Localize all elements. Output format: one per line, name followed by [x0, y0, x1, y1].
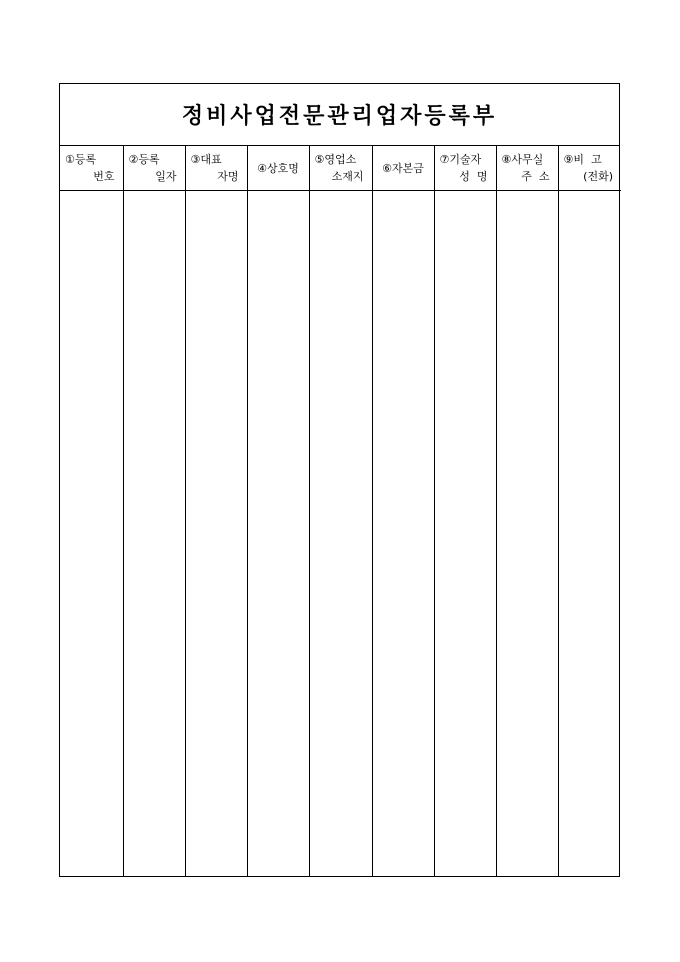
col-header-line1: ①등록	[65, 153, 97, 166]
col-header-line2: 일자	[155, 170, 177, 183]
col-header-office-location	[309, 146, 372, 191]
col-header-representative	[185, 146, 247, 191]
entry-cell[interactable]	[309, 191, 372, 877]
col-header-line2: 주 소	[521, 170, 550, 183]
col-header-line1: ⑧사무실	[501, 153, 544, 166]
col-header-capital	[372, 146, 434, 191]
col-header-line2: 소재지	[331, 170, 364, 183]
col-header-technician-name	[434, 146, 496, 191]
col-header-line1: ⑤영업소	[314, 153, 357, 166]
entry-cell[interactable]	[496, 191, 558, 877]
col-header-line1: ③대표	[190, 153, 222, 166]
col-header-office-address	[496, 146, 558, 191]
col-header-line2: 성 명	[459, 170, 488, 183]
entry-cell[interactable]	[372, 191, 434, 877]
col-header-line1: ⑨비 고	[563, 153, 602, 166]
title-row	[60, 84, 619, 146]
col-header-line2: (전화)	[583, 170, 613, 183]
col-header-line1: ②등록	[128, 153, 160, 166]
entry-cell[interactable]	[185, 191, 247, 877]
entry-cell[interactable]	[434, 191, 496, 877]
entry-cell[interactable]	[558, 191, 621, 877]
header-row	[60, 146, 621, 191]
col-header-line1: ⑥자본금	[382, 161, 424, 175]
register-table	[60, 146, 621, 876]
register-form	[59, 83, 620, 877]
col-header-registration-date	[123, 146, 185, 191]
col-header-remarks	[558, 146, 621, 191]
col-header-line2: 자명	[217, 170, 239, 183]
col-header-registration-number	[60, 146, 123, 191]
col-header-line1: ⑦기술자	[439, 153, 482, 166]
entry-cell[interactable]	[247, 191, 309, 877]
entry-row	[60, 191, 621, 877]
col-header-line1: ④상호명	[257, 161, 299, 175]
col-header-line2: 번호	[93, 170, 115, 183]
entry-cell[interactable]	[123, 191, 185, 877]
col-header-trade-name	[247, 146, 309, 191]
entry-cell[interactable]	[60, 191, 123, 877]
form-title: 정비사업전문관리업자등록부	[181, 103, 498, 129]
